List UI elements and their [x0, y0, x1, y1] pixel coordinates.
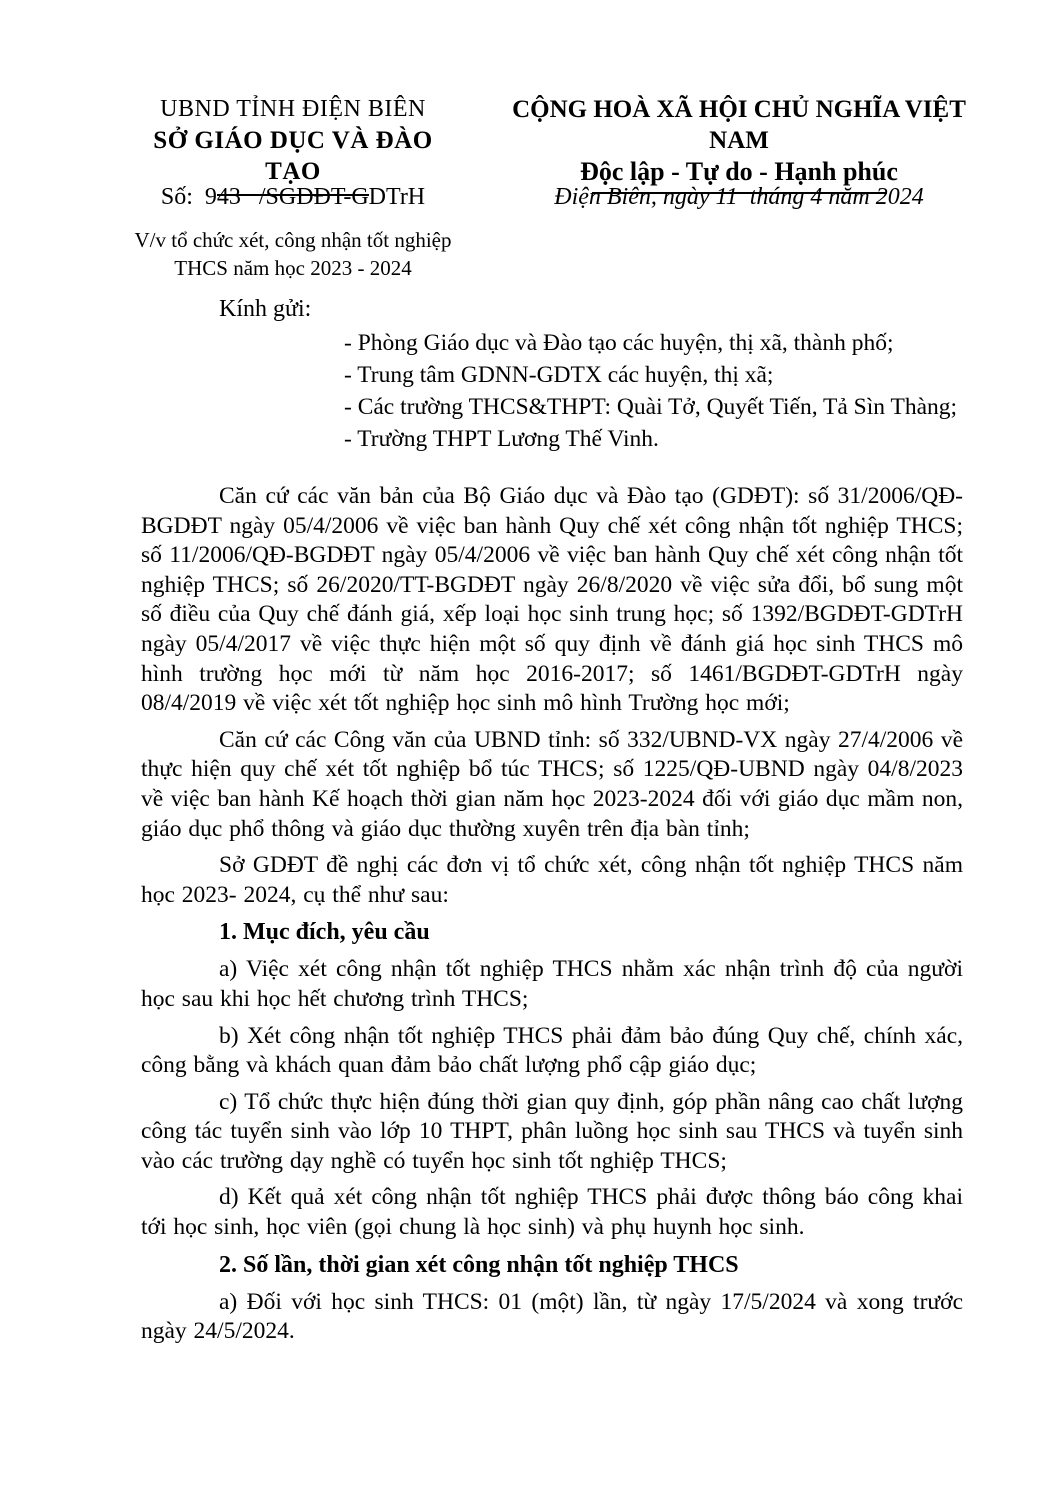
recipient-item: - Các trường THCS&THPT: Quài Tở, Quyết Tiến, Tả Sìn Thàng; [344, 394, 958, 420]
agency-name: SỞ GIÁO DỤC VÀ ĐÀO TẠO [153, 127, 433, 185]
body-paragraph: c) Tổ chức thực hiện đúng thời gian quy định, góp phần nâng cao chất lượng công tác tuyển sinh vào lớp 10 THPT, phân luồng học sinh sau THCS và tuyển sinh vào các trường dạy nghề có tuyển học sinh tốt nghiệp THCS; [141, 1088, 963, 1174]
recipient-list [344, 327, 963, 455]
issuing-agency-block [130, 94, 456, 196]
recipient-item: - Phòng Giáo dục và Đào tạo các huyện, thị xã, thành phố; [344, 330, 894, 356]
document-number: Số: 943 /SGDĐT-GDTrH [160, 184, 426, 210]
national-title: CỘNG HOÀ XÃ HỘI CHỦ NGHĨA VIỆT NAM [512, 96, 966, 154]
body-paragraph: a) Đối với học sinh THCS: 01 (một) lần, từ ngày 17/5/2024 và xong trước ngày 24/5/2024. [141, 1288, 963, 1345]
body-paragraph: a) Việc xét công nhận tốt nghiệp THCS nhằm xác nhận trình độ của người học sau khi học hết chương trình THCS; [141, 956, 963, 1012]
recipient-item: - Trung tâm GDNN-GDTX các huyện, thị xã; [344, 362, 774, 388]
document-subject [110, 226, 476, 282]
national-motto: Độc lập - Tự do - Hạnh phúc [580, 157, 898, 186]
body-paragraph: Căn cứ các Công văn của UBND tỉnh: số 332/UBND-VX ngày 27/4/2006 về thực hiện quy chế xét tốt nghiệp bổ túc THCS; số 1225/QĐ-UBND ngày 04/8/2023 về việc ban hành Kế hoạch thời gian năm học 2023-2024 đối với giáo dục mầm non, giáo dục phổ thông và giáo dục thường xuyên trên địa bàn tỉnh; [141, 726, 963, 842]
subject-line-1: V/v tổ chức xét, công nhận tốt nghiệp [134, 228, 452, 252]
document-content [141, 294, 963, 1354]
body-paragraph: d) Kết quả xét công nhận tốt nghiệp THCS phải được thông báo công khai tới học sinh, học viên (gọi chung là học sinh) và phụ huynh học sinh. [141, 1184, 963, 1241]
section-heading: 2. Số lần, thời gian xét công nhận tốt nghiệp THCS [219, 1251, 739, 1278]
document-place-date: Điện Biên, ngày 11 tháng 4 năm 2024 [554, 184, 924, 210]
document-body [141, 482, 963, 1347]
national-header-block [486, 94, 992, 194]
section-heading: 1. Mục đích, yêu cầu [219, 919, 430, 946]
parent-agency-name: UBND TỈNH ĐIỆN BIÊN [160, 96, 426, 122]
body-paragraph: Sở GDĐT đề nghị các đơn vị tổ chức xét, công nhận tốt nghiệp THCS năm học 2023- 2024, cụ thể như sau: [141, 852, 963, 908]
body-paragraph: b) Xét công nhận tốt nghiệp THCS phải đảm bảo đúng Quy chế, chính xác, công bằng và khách quan đảm bảo chất lượng phổ cập giáo dục; [141, 1022, 963, 1079]
subject-line-2: THCS năm học 2023 - 2024 [174, 256, 412, 280]
recipient-item: - Trường THPT Lương Thế Vinh. [344, 426, 659, 452]
salutation-label: Kính gửi: [219, 296, 312, 322]
body-paragraph: Căn cứ các văn bản của Bộ Giáo dục và Đào tạo (GDĐT): số 31/2006/QĐ-BGDĐT ngày 05/4/2006 về việc ban hành Quy chế xét công nhận tốt nghiệp THCS; số 11/2006/QĐ-BGDĐT ngày 05/4/2006 về việc ban hành Quy chế xét công nhận tốt nghiệp THCS; số 26/2020/TT-BGDĐT ngày 26/8/2020 về việc sửa đổi, bổ sung một số điều của Quy chế đánh giá, xếp loại học sinh trung học; số 1392/BGDĐT-GDTrH ngày 05/4/2017 về việc thực hiện một số quy định về đánh giá học sinh THCS mô hình trường học mới từ năm học 2016-2017; số 1461/BGDĐT-GDTrH ngày 08/4/2019 về việc xét tốt nghiệp học sinh mô hình Trường học mới; [141, 483, 963, 717]
